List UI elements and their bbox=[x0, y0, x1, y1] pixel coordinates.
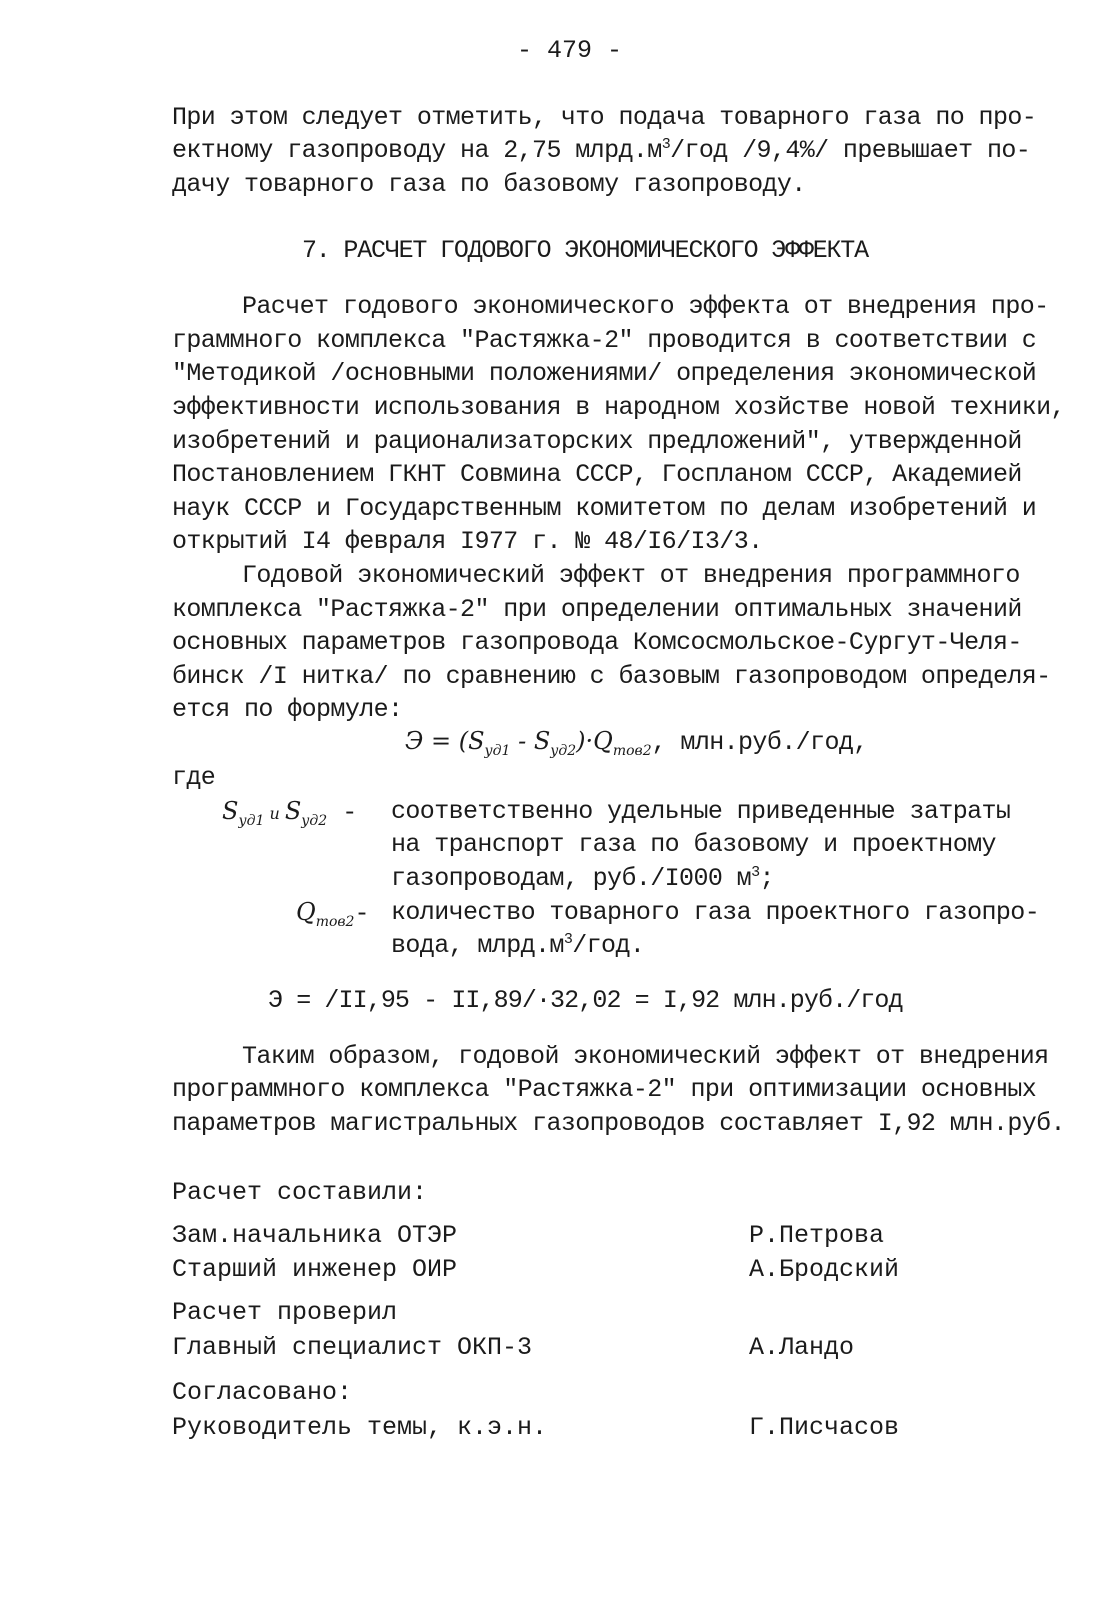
subscript: уд2 bbox=[550, 743, 577, 759]
subscript: уд1 bbox=[238, 813, 265, 829]
text-line: параметров магистральных газопроводов составляет I,92 млн.руб. bbox=[172, 1109, 1065, 1138]
text-line: комплекса "Растяжка-2" при определении оптимальных значений bbox=[172, 595, 1022, 624]
definition-line: соответственно удельные приведенные затраты bbox=[391, 797, 1011, 826]
signatory-name: А.Ландо bbox=[749, 1333, 855, 1362]
subscript: тов2 bbox=[612, 743, 652, 759]
definition-line: количество товарного газа проектного газопро- bbox=[391, 898, 1040, 927]
text-line: "Методикой /основными положениями/ определения экономической bbox=[172, 359, 1037, 388]
text-line: Постановлением ГКНТ Совмина СССР, Госпланом СССР, Академией bbox=[172, 460, 1022, 489]
subscript: уд1 bbox=[484, 743, 511, 759]
definition-symbol bbox=[296, 898, 369, 928]
where-label: где bbox=[172, 763, 216, 792]
text-line: изобретений и рационализаторских предложений", утвержденной bbox=[172, 427, 1022, 456]
signatory-position: Зам.начальника ОТЭР bbox=[172, 1221, 458, 1250]
text-line: Годовой экономический эффект от внедрения программного bbox=[242, 561, 1020, 590]
formula-mid: )·Q bbox=[576, 727, 613, 755]
symbol: Q bbox=[296, 898, 316, 926]
definition-line: на транспорт газа по базовому и проектному bbox=[391, 830, 996, 859]
text-line: ется по формуле: bbox=[172, 695, 403, 724]
definition-line bbox=[391, 864, 774, 893]
text-line: программного комплекса "Растяжка-2" при оптимизации основных bbox=[172, 1075, 1037, 1104]
signatory-name: Р.Петрова bbox=[749, 1221, 885, 1250]
signatory-name: Г.Писчасов bbox=[749, 1413, 900, 1442]
dash: - bbox=[354, 899, 370, 928]
dash: - bbox=[327, 798, 358, 827]
text-fragment: ; bbox=[759, 864, 774, 893]
text-line: бинск /I нитка/ по сравнению с базовым газопроводом определя- bbox=[172, 662, 1051, 691]
formula bbox=[405, 727, 868, 757]
formula-minus: - S bbox=[510, 727, 551, 755]
text-line: эффективности использования в народном хозйстве новой техники, bbox=[172, 393, 1065, 422]
text-fragment: ектному газопроводу на 2,75 млрд.м bbox=[172, 136, 662, 165]
formula-unit: , млн.руб./год, bbox=[651, 728, 868, 757]
text-line: основных параметров газопровода Комсосмольское-Сургут-Челя- bbox=[172, 628, 1022, 657]
symbol-join: и bbox=[264, 804, 285, 823]
subscript: уд2 bbox=[301, 813, 328, 829]
signatory-position: Старший инженер ОИР bbox=[172, 1255, 458, 1284]
compiled-label: Расчет составили: bbox=[172, 1178, 428, 1207]
definition-line bbox=[391, 931, 644, 960]
text-line: Расчет годового экономического эффекта от внедрения про- bbox=[242, 292, 1049, 321]
superscript: 3 bbox=[751, 864, 760, 881]
text-fragment: /год. bbox=[572, 931, 645, 960]
text-line: Таким образом, годовой экономический эффект от внедрения bbox=[242, 1042, 1049, 1071]
symbol: S bbox=[222, 797, 239, 825]
signatory-position: Главный специалист ОКП-3 bbox=[172, 1333, 533, 1362]
text-line bbox=[172, 136, 1031, 165]
text-line: граммного комплекса "Растяжка-2" проводится в соответствии с bbox=[172, 326, 1037, 355]
definition-symbol bbox=[222, 797, 357, 827]
superscript: 3 bbox=[563, 931, 573, 948]
signatory-name: А.Бродский bbox=[749, 1255, 900, 1284]
checked-label: Расчет проверил bbox=[172, 1298, 398, 1327]
section-title: 7. РАСЧЕТ ГОДОВОГО ЭКОНОМИЧЕСКОГО ЭФФЕКТА bbox=[302, 236, 868, 265]
subscript: тов2 bbox=[315, 914, 355, 930]
agreed-label: Согласовано: bbox=[172, 1378, 353, 1407]
signatory-position: Руководитель темы, к.э.н. bbox=[172, 1413, 548, 1442]
page-number: - 479 - bbox=[517, 36, 623, 65]
formula-lhs: Э = (S bbox=[405, 727, 485, 755]
symbol: S bbox=[284, 797, 302, 825]
calculation-result: Э = /II,95 - II,89/·32,02 = I,92 млн.руб./год bbox=[268, 986, 903, 1015]
superscript: 3 bbox=[661, 136, 671, 153]
text-line: дачу товарного газа по базовому газопроводу. bbox=[172, 170, 806, 199]
text-fragment: /год /9,4%/ превышает по- bbox=[670, 136, 1031, 165]
text-fragment: вода, млрд.м bbox=[391, 931, 564, 960]
text-line: наук СССР и Государственным комитетом по делам изобретений и bbox=[172, 494, 1037, 523]
text-fragment: газопроводам, руб./I000 м bbox=[391, 864, 752, 893]
text-line: При этом следует отметить, что подача товарного газа по про- bbox=[172, 103, 1037, 132]
text-line: открытий I4 февраля I977 г. № 48/I6/I3/3. bbox=[172, 527, 763, 556]
